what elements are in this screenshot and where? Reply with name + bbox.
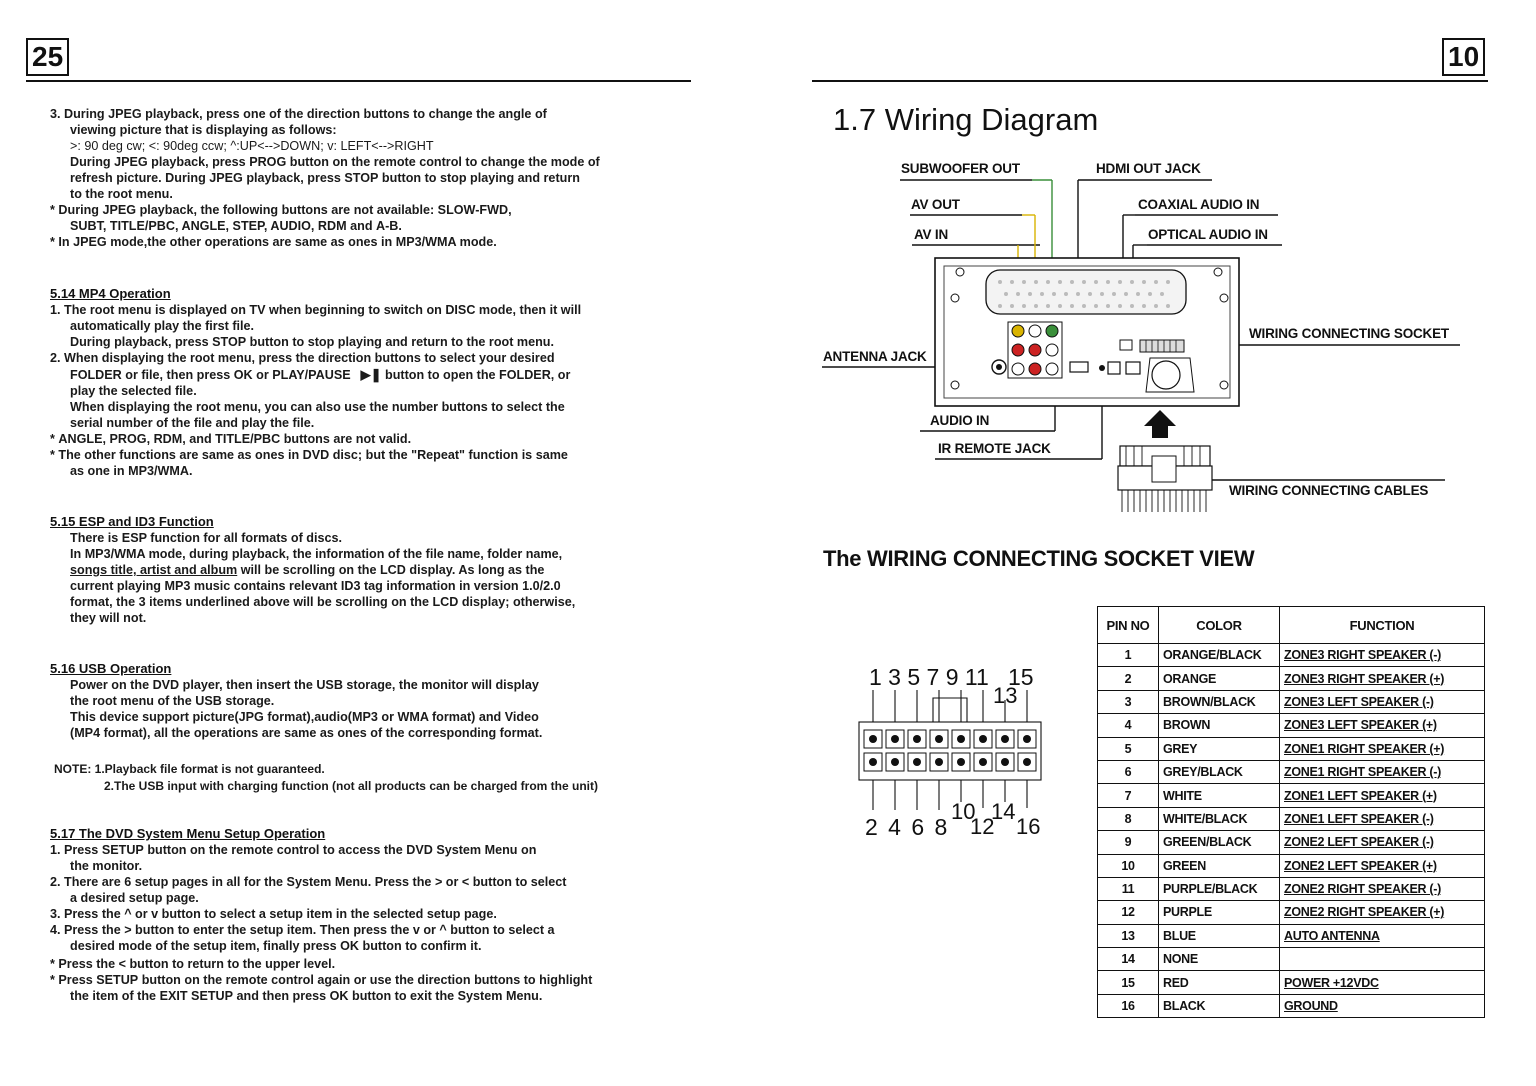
text-line: 3. During JPEG playback, press one of the direction buttons to change the angle of — [50, 107, 547, 121]
socket-pin-13-label: 13 — [993, 683, 1018, 708]
function-cell — [1280, 948, 1485, 971]
text-line: 1. Press SETUP button on the remote control to access the DVD System Menu on — [50, 843, 537, 857]
color-cell: NONE — [1159, 948, 1280, 971]
section-heading: 5.15 ESP and ID3 Function — [50, 514, 214, 529]
function-cell: GROUND — [1280, 994, 1485, 1017]
label-hdmi-out: HDMI OUT JACK — [1096, 161, 1201, 176]
text-line: the item of the EXIT SETUP and then press OK button to exit the System Menu. — [70, 989, 543, 1003]
function-cell: POWER +12VDC — [1280, 971, 1485, 994]
pin-cell: 11 — [1098, 877, 1159, 900]
color-cell: BROWN/BLACK — [1159, 690, 1280, 713]
table-row — [1098, 901, 1485, 924]
color-cell: WHITE/BLACK — [1159, 807, 1280, 830]
text-line: a desired setup page. — [70, 891, 199, 905]
color-cell: BLACK — [1159, 994, 1280, 1017]
text-line: play the selected file. — [70, 384, 197, 398]
text-line: * Press the < button to return to the upper level. — [50, 957, 336, 971]
table-header-row — [1098, 607, 1485, 644]
color-cell: BLUE — [1159, 924, 1280, 947]
text-line: 2. There are 6 setup pages in all for the System Menu. Press the > or < button to select — [50, 875, 567, 889]
label-audio-in: AUDIO IN — [930, 413, 990, 428]
pin-cell: 9 — [1098, 831, 1159, 854]
function-cell: ZONE2 LEFT SPEAKER (+) — [1280, 854, 1485, 877]
text-line: There is ESP function for all formats of discs. — [70, 531, 342, 545]
color-cell: GREY — [1159, 737, 1280, 760]
color-cell: PURPLE — [1159, 901, 1280, 924]
pin-cell: 6 — [1098, 760, 1159, 783]
pin-cell: 2 — [1098, 667, 1159, 690]
page-number-right: 10 — [1442, 38, 1485, 76]
text-line: During JPEG playback, press PROG button on the remote control to change the mode of — [70, 155, 600, 169]
text-line: When displaying the root menu, you can also use the number buttons to select the — [70, 400, 565, 414]
text-line: This device support picture(JPG format),audio(MP3 or WMA format) and Video — [70, 710, 539, 724]
pin-cell: 5 — [1098, 737, 1159, 760]
pin-cell: 12 — [1098, 901, 1159, 924]
text-line: serial number of the file and play the file. — [70, 416, 315, 430]
function-cell: ZONE1 LEFT SPEAKER (-) — [1280, 807, 1485, 830]
socket-pin-10-label: 10 — [951, 799, 976, 824]
pin-cell: 8 — [1098, 807, 1159, 830]
function-cell: AUTO ANTENNA — [1280, 924, 1485, 947]
note-line: 2.The USB input with charging function (not all products can be charged from the unit) — [104, 779, 599, 793]
page-number-left: 25 — [26, 38, 69, 76]
text-line: 3. Press the ^ or v button to select a setup item in the selected setup page. — [50, 907, 497, 921]
text-line: the root menu of the USB storage. — [70, 694, 275, 708]
color-cell: GREEN/BLACK — [1159, 831, 1280, 854]
function-cell: ZONE2 RIGHT SPEAKER (+) — [1280, 901, 1485, 924]
label-wiring-connecting-cables: WIRING CONNECTING CABLES — [1229, 483, 1429, 498]
text-line: automatically play the first file. — [70, 319, 255, 333]
text-line: desired mode of the setup item, finally press OK button to confirm it. — [70, 939, 482, 953]
play-pause-icon: ▶❚ — [360, 367, 382, 382]
text-line: current playing MP3 music contains relevant ID3 tag information in version 1.0/2.0 — [70, 579, 561, 593]
table-row — [1098, 831, 1485, 854]
table-row — [1098, 948, 1485, 971]
pin-cell: 3 — [1098, 690, 1159, 713]
table-row — [1098, 644, 1485, 667]
text-line: format, the 3 items underlined above will be scrolling on the LCD display; otherwise, — [70, 595, 576, 609]
table-row — [1098, 971, 1485, 994]
text-line: they will not. — [70, 611, 147, 625]
label-av-in: AV IN — [914, 227, 949, 242]
function-cell: ZONE2 RIGHT SPEAKER (-) — [1280, 877, 1485, 900]
table-row — [1098, 877, 1485, 900]
section-heading: 5.17 The DVD System Menu Setup Operation — [50, 826, 326, 841]
table-row — [1098, 784, 1485, 807]
function-cell: ZONE3 LEFT SPEAKER (+) — [1280, 714, 1485, 737]
color-cell: BROWN — [1159, 714, 1280, 737]
text-line: * The other functions are same as ones in DVD disc; but the "Repeat" function is same — [50, 448, 568, 462]
text-line: * Press SETUP button on the remote control again or use the direction buttons to highlight — [50, 973, 593, 987]
text-line: songs title, artist and album will be scrolling on the LCD display. As long as the — [70, 563, 545, 577]
section-heading: 5.16 USB Operation — [50, 661, 172, 676]
socket-bottom-pin-numbers: 2 4 6 8 — [865, 814, 950, 840]
text-line: 1. The root menu is displayed on TV when beginning to switch on DISC mode, then it will — [50, 303, 582, 317]
function-cell: ZONE2 LEFT SPEAKER (-) — [1280, 831, 1485, 854]
socket-pin-12-label: 12 — [970, 814, 995, 839]
socket-pin-16-label: 16 — [1016, 814, 1041, 839]
text-line: (MP4 format), all the operations are same as ones of the corresponding format. — [70, 726, 543, 740]
table-row — [1098, 924, 1485, 947]
socket-view-drawing — [855, 690, 1045, 820]
text-line: SUBT, TITLE/PBC, ANGLE, STEP, AUDIO, RDM and A-B. — [70, 219, 402, 233]
pin-cell: 10 — [1098, 854, 1159, 877]
label-wiring-connecting-socket: WIRING CONNECTING SOCKET — [1249, 326, 1449, 341]
header-color: COLOR — [1159, 607, 1280, 644]
label-ir-remote-jack: IR REMOTE JACK — [938, 441, 1051, 456]
text-line: >: 90 deg cw; <: 90deg ccw; ^:UP<-->DOWN; v: LEFT<-->RIGHT — [70, 139, 434, 153]
label-optical-audio-in: OPTICAL AUDIO IN — [1148, 227, 1268, 242]
label-coaxial-audio-in: COAXIAL AUDIO IN — [1138, 197, 1260, 212]
label-antenna-jack: ANTENNA JACK — [823, 349, 927, 364]
color-cell: PURPLE/BLACK — [1159, 877, 1280, 900]
text-line: In MP3/WMA mode, during playback, the information of the file name, folder name, — [70, 547, 563, 561]
text-line: 2. When displaying the root menu, press the direction buttons to select your desired — [50, 351, 555, 365]
text-line: viewing picture that is displaying as follows: — [70, 123, 337, 137]
function-cell: ZONE3 RIGHT SPEAKER (+) — [1280, 667, 1485, 690]
table-row — [1098, 667, 1485, 690]
socket-view-title: The WIRING CONNECTING SOCKET VIEW — [823, 546, 1255, 571]
table-row — [1098, 854, 1485, 877]
color-cell: RED — [1159, 971, 1280, 994]
socket-top-pin-numbers: 1 3 5 7 9 11 15 — [869, 664, 1034, 690]
table-row — [1098, 807, 1485, 830]
pin-cell: 1 — [1098, 644, 1159, 667]
color-cell: ORANGE — [1159, 667, 1280, 690]
function-cell: ZONE1 RIGHT SPEAKER (-) — [1280, 760, 1485, 783]
function-cell: ZONE3 LEFT SPEAKER (-) — [1280, 690, 1485, 713]
label-subwoofer-out: SUBWOOFER OUT — [901, 161, 1020, 176]
text-line: 4. Press the > button to enter the setup item. Then press the v or ^ button to select a — [50, 923, 555, 937]
header-function: FUNCTION — [1280, 607, 1485, 644]
function-cell: ZONE1 RIGHT SPEAKER (+) — [1280, 737, 1485, 760]
table-row — [1098, 760, 1485, 783]
pin-cell: 15 — [1098, 971, 1159, 994]
label-av-out: AV OUT — [911, 197, 960, 212]
note-line: NOTE: 1.Playback file format is not guaranteed. — [54, 762, 325, 776]
pin-cell: 16 — [1098, 994, 1159, 1017]
socket-pin-14-label: 14 — [991, 799, 1016, 824]
pin-table — [1097, 606, 1485, 1018]
table-row — [1098, 737, 1485, 760]
pin-cell: 7 — [1098, 784, 1159, 807]
color-cell: ORANGE/BLACK — [1159, 644, 1280, 667]
function-cell: ZONE3 RIGHT SPEAKER (-) — [1280, 644, 1485, 667]
text-line: FOLDER or file, then press OK or PLAY/PAUSE ▶❚ button to open the FOLDER, or — [70, 367, 571, 382]
text-line: to the root menu. — [70, 187, 173, 201]
text-line: * During JPEG playback, the following buttons are not available: SLOW-FWD, — [50, 203, 512, 217]
text-line: Power on the DVD player, then insert the USB storage, the monitor will display — [70, 678, 539, 692]
pin-cell: 13 — [1098, 924, 1159, 947]
page-title: 1.7 Wiring Diagram — [833, 102, 1099, 137]
text-line: as one in MP3/WMA. — [70, 464, 193, 478]
table-row — [1098, 714, 1485, 737]
header-pin-no: PIN NO — [1098, 607, 1159, 644]
table-row — [1098, 994, 1485, 1017]
text-line: During playback, press STOP button to stop playing and return to the root menu. — [70, 335, 554, 349]
text-line: the monitor. — [70, 859, 143, 873]
pin-cell: 4 — [1098, 714, 1159, 737]
text-line: * ANGLE, PROG, RDM, and TITLE/PBC buttons are not valid. — [50, 432, 412, 446]
text-line: refresh picture. During JPEG playback, press STOP button to stop playing and return — [70, 171, 580, 185]
function-cell: ZONE1 LEFT SPEAKER (+) — [1280, 784, 1485, 807]
pin-cell: 14 — [1098, 948, 1159, 971]
color-cell: GREY/BLACK — [1159, 760, 1280, 783]
section-heading: 5.14 MP4 Operation — [50, 286, 171, 301]
color-cell: WHITE — [1159, 784, 1280, 807]
color-cell: GREEN — [1159, 854, 1280, 877]
text-line: * In JPEG mode,the other operations are same as ones in MP3/WMA mode. — [50, 235, 497, 249]
table-row — [1098, 690, 1485, 713]
